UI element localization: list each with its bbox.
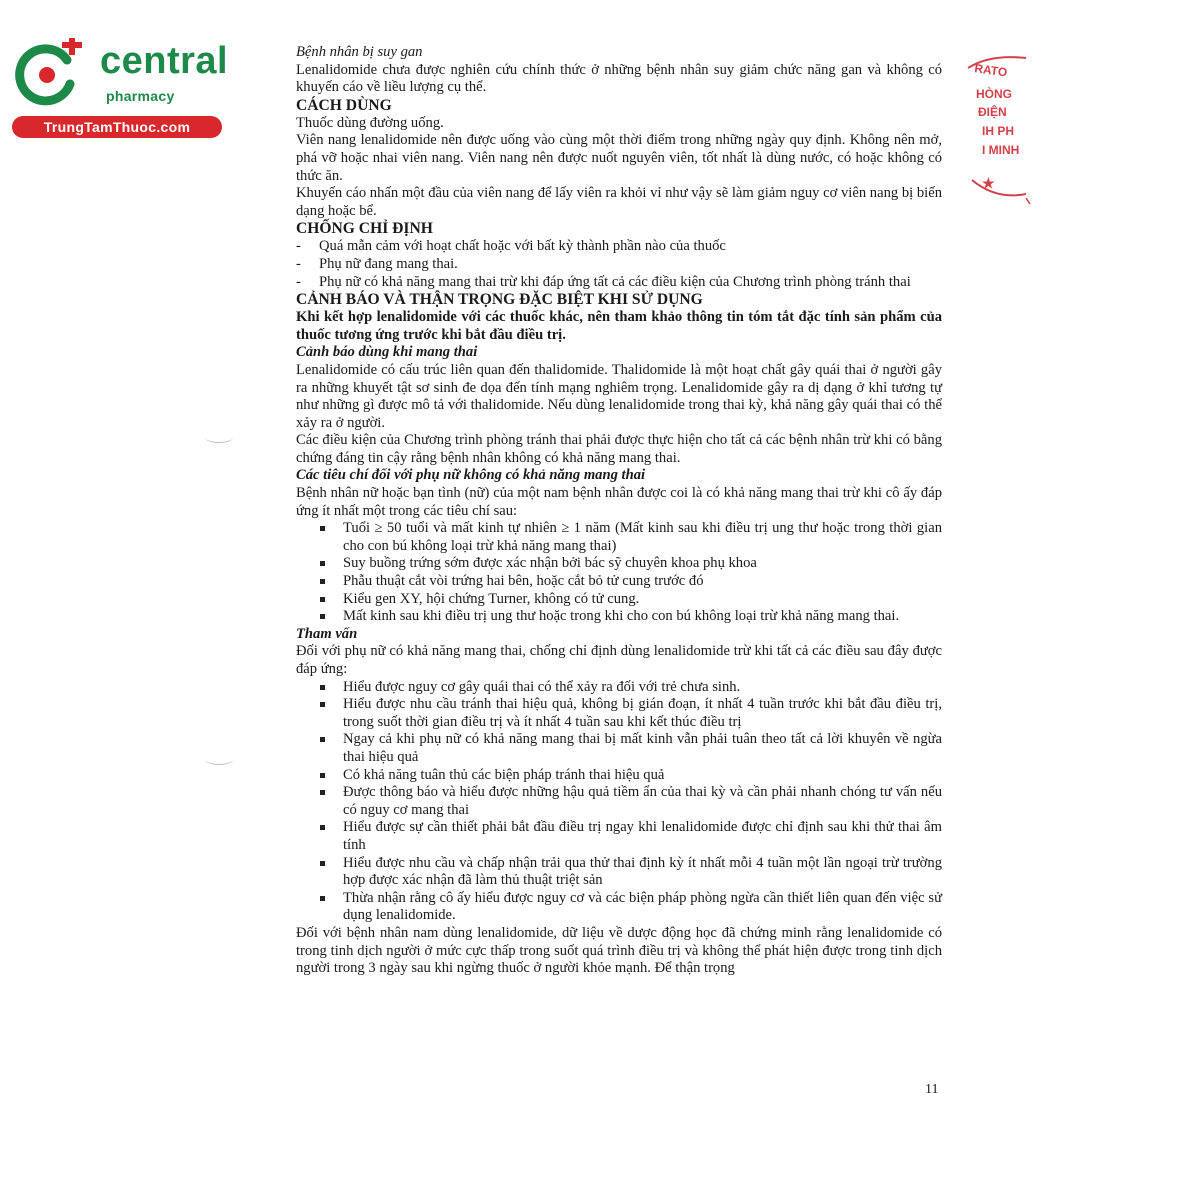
svg-text:I MINH: I MINH <box>982 143 1020 157</box>
paragraph: Khuyến cáo nhấn một đầu của viên nang để lấy viên ra khỏi vỉ như vậy sẽ làm giảm nguy cơ viên nang bị biến dạng hoặc bể. <box>296 185 942 219</box>
list-item: Hiểu được nhu cầu tránh thai hiệu quả, không bị gián đoạn, ít nhất 4 tuần trước khi bắt đầu điều trị, trong suốt thời gian điều trị và ít nhất 4 tuần sau khi kết thúc điều trị <box>343 696 942 730</box>
paragraph: Bệnh nhân nữ hoặc bạn tình (nữ) của một nam bệnh nhân được coi là có khả năng mang thai trừ khi cô ấy đáp ứng ít nhất một trong các tiêu chí sau: <box>296 485 942 519</box>
heading-chong-chi-dinh: CHỐNG CHỈ ĐỊNH <box>296 220 433 238</box>
list-item: Hiểu được nguy cơ gây quái thai có thể xảy ra đối với trẻ chưa sinh. <box>343 679 942 697</box>
svg-text:ĐIỆN: ĐIỆN <box>978 105 1007 119</box>
contraindication-list <box>296 238 942 291</box>
list-item: Phẫu thuật cắt vòi trứng hai bên, hoặc cắt bỏ tử cung trước đó <box>343 573 942 591</box>
list-item: Hiểu được sự cần thiết phải bắt đầu điều trị ngay khi lenalidomide được chỉ định sau khi thử thai âm tính <box>343 819 942 853</box>
list-item: - Quá mẫn cảm với hoạt chất hoặc với bất kỳ thành phần nào của thuốc <box>296 238 942 256</box>
pharmacy-logo-icon <box>12 38 86 112</box>
list-item: - Phụ nữ đang mang thai. <box>296 256 942 274</box>
paragraph: Đối với phụ nữ có khả năng mang thai, chống chỉ định dùng lenalidomide trừ khi tất cả các điều sau đây được đáp ứng: <box>296 643 942 677</box>
svg-text:HÒNG: HÒNG <box>976 87 1012 101</box>
document-page <box>296 44 942 978</box>
brand-logo <box>12 38 229 138</box>
list-item: Suy buồng trứng sớm được xác nhận bởi bác sỹ chuyên khoa phụ khoa <box>343 555 942 573</box>
consultation-list <box>296 679 942 925</box>
heading-canh-bao: CẢNH BÁO VÀ THẬN TRỌNG ĐẶC BIỆT KHI SỬ DỤNG <box>296 291 703 309</box>
list-item: Mất kinh sau khi điều trị ung thư hoặc trong khi cho con bú không loại trừ khả năng mang thai. <box>343 608 942 626</box>
official-stamp-seal <box>960 48 1032 208</box>
list-item: - Phụ nữ có khả năng mang thai trừ khi đáp ứng tất cả các điều kiện của Chương trình phòng tránh thai <box>296 274 942 292</box>
list-item: Có khả năng tuân thủ các biện pháp tránh thai hiệu quả <box>343 767 942 785</box>
paragraph: Lenalidomide chưa được nghiên cứu chính thức ở những bệnh nhân suy giảm chức năng gan và không có khuyến cáo về liều lượng cụ thể. <box>296 61 942 96</box>
page-number: 11 <box>925 1082 939 1097</box>
brand-subtitle: pharmacy <box>106 88 175 104</box>
list-item: Tuổi ≥ 50 tuổi và mất kinh tự nhiên ≥ 1 năm (Mất kinh sau khi điều trị ung thư hoặc trong thời gian cho con bú không loại trừ khả năng mang thai) <box>343 520 942 554</box>
list-item: Ngay cả khi phụ nữ có khả năng mang thai bị mất kinh vẫn phải tuân theo tất cả lời khuyên về ngừa thai hiệu quả <box>343 731 942 765</box>
brand-name: central <box>100 40 229 82</box>
list-item: Kiểu gen XY, hội chứng Turner, không có tử cung. <box>343 591 942 609</box>
paragraph: Thuốc dùng đường uống. <box>296 114 444 131</box>
punch-hole-mark <box>205 754 233 765</box>
subheading: Tham vấn <box>296 625 358 642</box>
paragraph: Lenalidomide có cấu trúc liên quan đến thalidomide. Thalidomide là một hoạt chất gây quái thai ở người gây ra những khuyết tật sơ sinh đe dọa đến tính mạng nghiêm trọng. Lenalidomide gây ra dị dạng ở khỉ tương tự như những gì được mô tả với thalidomide. Nếu dùng lenalidomide trong thai kỳ, khả năng gây quái thai có thể xảy ra ở người. <box>296 361 942 431</box>
subheading: Cảnh báo dùng khi mang thai <box>296 344 478 361</box>
svg-text:RATO: RATO <box>973 61 1009 80</box>
criteria-list <box>296 520 942 626</box>
paragraph: Đối với bệnh nhân nam dùng lenalidomide, dữ liệu về dược động học đã chứng minh rằng lenalidomide có trong tinh dịch người ở mức cực thấp trong suốt quá trình điều trị và không thể phát hiện được trong tinh dịch người trong 3 ngày sau khi ngừng thuốc ở người khỏe mạnh. Để thận trọng <box>296 924 942 977</box>
brand-url: TrungTamThuoc.com <box>12 116 222 138</box>
list-item: Được thông báo và hiểu được những hậu quả tiềm ẩn của thai kỳ và cần phải nhanh chóng tư vấn nếu có nguy cơ mang thai <box>343 784 942 818</box>
bold-notice: Khi kết hợp lenalidomide với các thuốc khác, nên tham khảo thông tin tóm tắt đặc tính sản phẩm của thuốc tương ứng trước khi bắt đầu điều trị. <box>296 309 942 343</box>
list-item: Hiểu được nhu cầu và chấp nhận trải qua thử thai định kỳ ít nhất mỗi 4 tuần một lần ngoại trừ trường hợp được xác nhận đã làm thủ thuật triệt sản <box>343 854 942 889</box>
list-item: Thừa nhận rằng cô ấy hiểu được nguy cơ và các biện pháp phòng ngừa cần thiết liên quan đến việc sử dụng lenalidomide. <box>343 889 942 924</box>
heading-cach-dung: CÁCH DÙNG <box>296 96 392 114</box>
punch-hole-mark <box>205 432 233 443</box>
paragraph: Viên nang lenalidomide nên được uống vào cùng một thời điểm trong những ngày quy định. Không nên mở, phá vỡ hoặc nhai viên nang. Viên nang nên được nuốt nguyên viên, tốt nhất là dùng nước, có hoặc không có thức ăn. <box>296 132 942 184</box>
subheading: Các tiêu chí đối với phụ nữ không có khả năng mang thai <box>296 467 646 484</box>
section-title: Bệnh nhân bị suy gan <box>296 44 423 60</box>
svg-text:IH PH: IH PH <box>982 124 1015 138</box>
paragraph: Các điều kiện của Chương trình phòng tránh thai phải được thực hiện cho tất cả các bệnh nhân trừ khi có bằng chứng đáng tin cậy rằng bệnh nhân không có khả năng mang thai. <box>296 432 942 466</box>
svg-text:★: ★ <box>982 175 995 191</box>
